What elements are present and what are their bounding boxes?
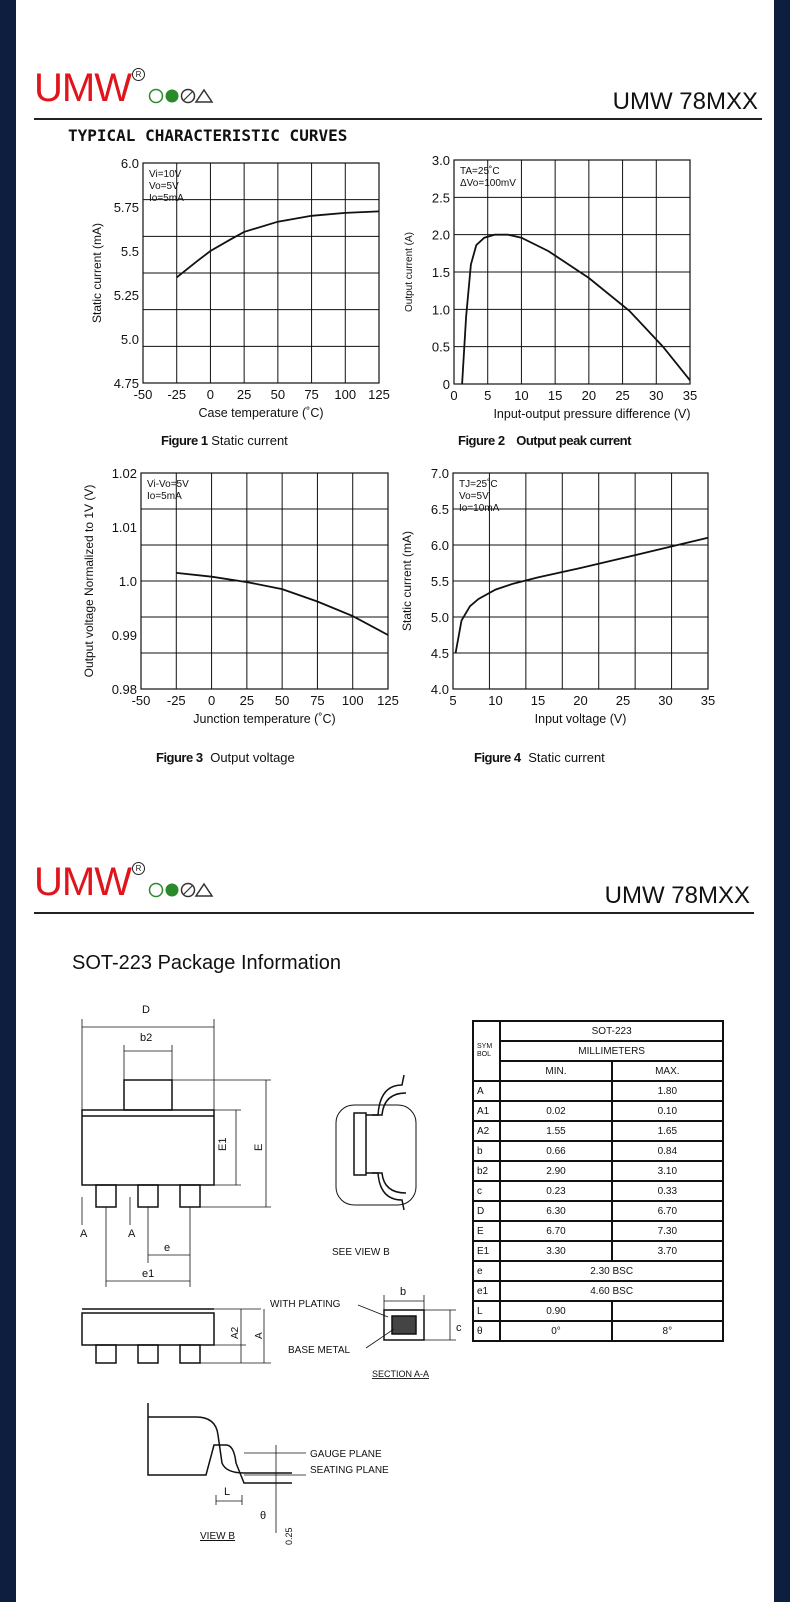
table-row xyxy=(473,1201,723,1221)
dim-D: D xyxy=(142,1005,150,1016)
y-axis-label: Static current (mA) xyxy=(400,530,414,632)
x-tick-label: 20 xyxy=(573,693,588,708)
x-tick-label: 50 xyxy=(274,693,290,708)
table-symbol-cell: A xyxy=(473,1081,500,1101)
registered-mark-2: R xyxy=(132,862,145,875)
x-tick-label: 50 xyxy=(270,387,286,402)
table-max-cell: 3.70 xyxy=(612,1241,723,1261)
compliance-icons-2 xyxy=(148,882,218,898)
table-min-cell: 0.90 xyxy=(500,1301,611,1321)
table-symbol-cell: A1 xyxy=(473,1101,500,1121)
x-tick-label: 15 xyxy=(530,693,546,708)
figure-1-number: Figure 1 xyxy=(161,433,208,448)
min-header: MIN. xyxy=(500,1061,611,1081)
x-tick-label: 35 xyxy=(700,693,716,708)
table-symbol-cell: b xyxy=(473,1141,500,1161)
table-symbol-cell: A2 xyxy=(473,1121,500,1141)
x-tick-label: 0 xyxy=(450,388,458,403)
table-min-cell xyxy=(500,1081,611,1101)
x-tick-label: 5 xyxy=(449,693,457,708)
table-min-cell: 2.90 xyxy=(500,1161,611,1181)
y-tick-label: 5.75 xyxy=(113,200,139,215)
figure-1-text: Static current xyxy=(211,433,288,448)
figure-4-number: Figure 4 xyxy=(474,750,521,765)
table-max-cell: 1.80 xyxy=(612,1081,723,1101)
x-tick-label: 125 xyxy=(377,693,399,708)
chart-annotation: Vo=5V xyxy=(459,491,489,502)
dimension-table xyxy=(472,1020,724,1342)
y-tick-label: 6.0 xyxy=(430,538,449,553)
dim-b2: b2 xyxy=(140,1032,153,1044)
theta-label: θ xyxy=(260,1510,267,1522)
dim-e1: e1 xyxy=(142,1268,155,1280)
header-rule xyxy=(34,118,762,120)
y-axis-label: Output current (A) xyxy=(404,231,415,313)
compliance-icons xyxy=(148,88,218,104)
package-drawing xyxy=(66,1005,506,1565)
table-symbol-cell: e1 xyxy=(473,1281,500,1301)
y-tick-label: 0.99 xyxy=(111,628,137,643)
figure-4-text: Static current xyxy=(528,750,605,765)
brand-logo: UMW xyxy=(34,66,131,110)
y-tick-label: 4.75 xyxy=(113,376,139,391)
table-row xyxy=(473,1281,723,1301)
y-tick-label: 0 xyxy=(442,377,450,392)
table-row xyxy=(473,1121,723,1141)
dim-A2: A2 xyxy=(230,1326,241,1339)
x-tick-label: 20 xyxy=(581,388,597,403)
figure-1-caption xyxy=(161,433,288,448)
series-line xyxy=(456,538,708,653)
table-symbol-cell: E1 xyxy=(473,1241,500,1261)
dim-L: L xyxy=(224,1486,231,1498)
x-tick-label: 125 xyxy=(368,387,390,402)
x-axis-label: Input voltage (V) xyxy=(534,712,627,726)
x-tick-label: 0 xyxy=(206,387,215,402)
registered-mark: R xyxy=(132,68,145,81)
page-header xyxy=(34,66,762,118)
view-b-label: VIEW B xyxy=(200,1531,236,1542)
table-symbol-cell: θ xyxy=(473,1321,500,1341)
y-tick-label: 1.02 xyxy=(111,466,137,481)
x-tick-label: 25 xyxy=(239,693,255,708)
chart-annotation: Vi-Vo=5V xyxy=(147,479,189,490)
y-tick-label: 4.0 xyxy=(430,682,449,697)
section-title: TYPICAL CHARACTERISTIC CURVES xyxy=(68,126,348,145)
table-min-cell: 1.55 xyxy=(500,1121,611,1141)
unit-header: MILLIMETERS xyxy=(500,1041,723,1061)
table-row xyxy=(473,1161,723,1181)
table-span-cell: 4.60 BSC xyxy=(500,1281,723,1301)
max-header: MAX. xyxy=(612,1061,723,1081)
dim-E: E xyxy=(253,1143,265,1151)
table-row xyxy=(473,1241,723,1261)
x-tick-label: -25 xyxy=(166,693,186,708)
table-min-cell: 0.66 xyxy=(500,1141,611,1161)
dim-E1: E1 xyxy=(217,1137,229,1151)
symbol-header: SYMBOL xyxy=(473,1021,500,1081)
x-tick-label: 10 xyxy=(488,693,503,708)
table-min-cell: 3.30 xyxy=(500,1241,611,1261)
header-rule-2 xyxy=(34,912,754,914)
table-row xyxy=(473,1101,723,1121)
document-title: UMW 78MXX xyxy=(612,88,758,115)
dim-A-left: A xyxy=(80,1228,88,1240)
table-symbol-cell: b2 xyxy=(473,1161,500,1181)
table-min-cell: 0° xyxy=(500,1321,611,1341)
chart-annotation: Vo=5V xyxy=(149,181,179,192)
x-tick-label: 75 xyxy=(310,693,325,708)
dim-A-right: A xyxy=(128,1228,136,1240)
y-tick-label: 5.5 xyxy=(430,574,449,589)
document-title-2: UMW 78MXX xyxy=(604,882,750,909)
y-tick-label: 1.01 xyxy=(111,520,137,535)
table-max-cell: 8° xyxy=(612,1321,723,1341)
figure-3-caption xyxy=(156,750,295,765)
with-plating-label: WITH PLATING xyxy=(270,1299,341,1310)
x-tick-label: -25 xyxy=(167,387,187,402)
x-tick-label: 25 xyxy=(615,388,630,403)
table-row xyxy=(473,1261,723,1281)
y-tick-label: 3.0 xyxy=(431,153,450,168)
datasheet-page xyxy=(16,0,774,1602)
section-aa-label: SECTION A-A xyxy=(372,1369,430,1379)
x-tick-label: -50 xyxy=(133,387,153,402)
x-tick-label: 100 xyxy=(341,693,364,708)
table-row xyxy=(473,1141,723,1161)
x-tick-label: -50 xyxy=(131,693,151,708)
base-metal-label: BASE METAL xyxy=(288,1345,351,1356)
table-max-cell: 1.65 xyxy=(612,1121,723,1141)
y-tick-label: 1.5 xyxy=(431,265,450,280)
y-tick-label: 0.98 xyxy=(111,682,137,697)
table-max-cell: 0.84 xyxy=(612,1141,723,1161)
table-max-cell: 7.30 xyxy=(612,1221,723,1241)
y-tick-label: 5.0 xyxy=(120,332,139,347)
characteristic-charts xyxy=(16,150,774,790)
table-symbol-cell: D xyxy=(473,1201,500,1221)
table-symbol-cell: e xyxy=(473,1261,500,1281)
seating-plane-label: SEATING PLANE xyxy=(310,1465,389,1476)
table-row xyxy=(473,1321,723,1341)
table-min-cell: 0.23 xyxy=(500,1181,611,1201)
figure-2-caption xyxy=(458,433,631,448)
page-header-2 xyxy=(34,860,754,912)
x-tick-label: 25 xyxy=(615,693,631,708)
x-axis-label: Case temperature (˚C) xyxy=(198,406,324,420)
y-tick-label: 6.5 xyxy=(430,502,449,517)
table-row xyxy=(473,1221,723,1241)
gauge-plane-label: GAUGE PLANE xyxy=(310,1449,382,1460)
chart-annotation: Io=5mA xyxy=(147,491,182,502)
figure-2-text: Output peak current xyxy=(516,433,631,448)
x-axis-label: Junction temperature (˚C) xyxy=(193,712,336,726)
chart-annotation: ΔVo=100mV xyxy=(460,178,516,189)
dim-e: e xyxy=(164,1242,171,1254)
y-axis-label: Static current (mA) xyxy=(90,222,104,324)
x-axis-label: Input-output pressure difference (V) xyxy=(493,407,691,421)
x-tick-label: 75 xyxy=(304,387,319,402)
x-tick-label: 25 xyxy=(236,387,252,402)
table-symbol-cell: c xyxy=(473,1181,500,1201)
table-row xyxy=(473,1181,723,1201)
y-tick-label: 7.0 xyxy=(430,466,449,481)
dim-c: c xyxy=(456,1322,462,1334)
table-symbol-cell: L xyxy=(473,1301,500,1321)
table-min-cell: 0.02 xyxy=(500,1101,611,1121)
table-max-cell: 0.10 xyxy=(612,1101,723,1121)
chart-annotation: Io=10mA xyxy=(459,503,500,514)
chart-annotation: Vi=10V xyxy=(149,169,182,180)
chart-annotation: Io=5mA xyxy=(149,193,184,204)
x-tick-label: 35 xyxy=(682,388,698,403)
figure-3-number: Figure 3 xyxy=(156,750,203,765)
table-row xyxy=(473,1301,723,1321)
y-tick-label: 5.5 xyxy=(120,244,139,259)
package-title: SOT-223 Package Information xyxy=(72,952,342,974)
y-axis-label: Output voltage Normalized to 1V (V) xyxy=(82,484,96,678)
x-tick-label: 5 xyxy=(484,388,492,403)
x-tick-label: 15 xyxy=(547,388,563,403)
y-tick-label: 5.0 xyxy=(430,610,449,625)
x-tick-label: 0 xyxy=(207,693,216,708)
table-row xyxy=(473,1081,723,1101)
dim-b: b xyxy=(400,1286,407,1298)
y-tick-label: 0.5 xyxy=(431,339,450,355)
x-tick-label: 100 xyxy=(334,387,357,402)
table-max-cell: 0.33 xyxy=(612,1181,723,1201)
package-header: SOT-223 xyxy=(500,1021,723,1041)
dim-A: A xyxy=(254,1332,265,1339)
chart-annotation: TA=25˚C xyxy=(460,166,500,177)
x-tick-label: 30 xyxy=(649,388,664,403)
table-span-cell: 2.30 BSC xyxy=(500,1261,723,1281)
table-max-cell xyxy=(612,1301,723,1321)
y-tick-label: 2.5 xyxy=(431,190,450,206)
figure-3-text: Output voltage xyxy=(210,750,295,765)
table-max-cell: 3.10 xyxy=(612,1161,723,1181)
y-tick-label: 5.25 xyxy=(113,288,139,303)
table-symbol-cell: E xyxy=(473,1221,500,1241)
see-view-b-label: SEE VIEW B xyxy=(332,1247,390,1258)
table-min-cell: 6.30 xyxy=(500,1201,611,1221)
x-tick-label: 10 xyxy=(514,388,529,403)
y-tick-label: 6.0 xyxy=(120,156,139,171)
figure-4-caption xyxy=(474,750,605,765)
y-tick-label: 1.0 xyxy=(118,574,137,589)
y-tick-label: 1.0 xyxy=(431,302,450,318)
chart-annotation: TJ=25˚C xyxy=(459,479,498,490)
table-max-cell: 6.70 xyxy=(612,1201,723,1221)
brand-logo-2: UMW xyxy=(34,860,131,904)
y-tick-label: 4.5 xyxy=(430,646,449,661)
x-tick-label: 30 xyxy=(658,693,673,708)
figure-2-number: Figure 2 xyxy=(458,433,505,448)
dim-025: 0.25 xyxy=(284,1527,294,1545)
table-min-cell: 6.70 xyxy=(500,1221,611,1241)
y-tick-label: 2.0 xyxy=(431,227,450,243)
